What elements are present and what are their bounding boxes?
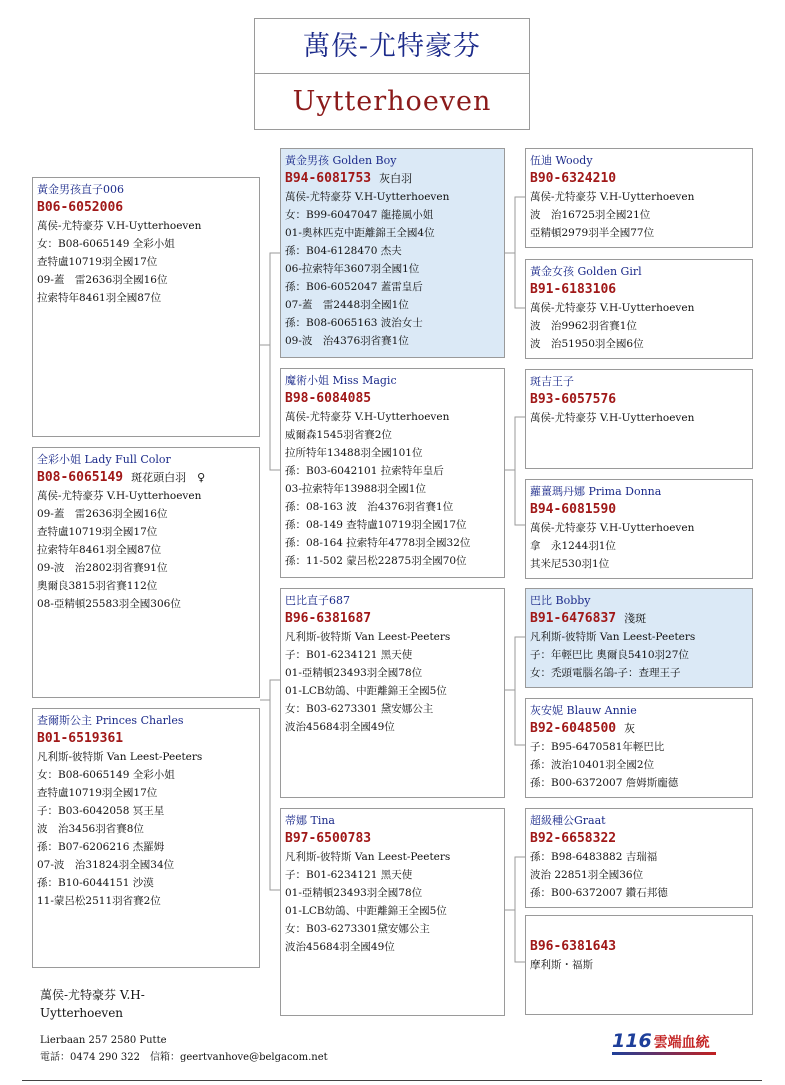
info-line: 女：B03-6273301黛安娜公主: [285, 923, 430, 935]
ring-number: B01-6519361: [37, 731, 124, 746]
info-line: 萬侯-尤特豪芬 V.H-Uytterhoeven: [37, 490, 202, 502]
info-line: 亞精頓2979羽半全國77位: [530, 227, 655, 239]
info-line: 拉索特年8461羽全國87位: [37, 292, 162, 304]
info-line: 女：B03-6273301 黛安娜公主: [285, 703, 434, 715]
info-line: 孫：B04-6128470 杰夫: [285, 245, 402, 257]
info-line: 萬侯-尤特豪芬 V.H-Uytterhoeven: [530, 522, 695, 534]
pedigree-card-g6: [525, 698, 753, 798]
info-line: 09-蓋 雷2636羽全國16位: [37, 274, 168, 286]
info-line: 凡利斯-彼特斯 Van Leest-Peeters: [530, 631, 696, 643]
ring-value: B92-6048500: [530, 721, 617, 736]
info-line: 01-亞精頓23493羽全國78位: [285, 887, 423, 899]
logo-number: 116: [612, 1030, 652, 1052]
pigeon-name: 伍迪 Woody: [530, 154, 593, 167]
info-line: 07-波 治31824羽全國34位: [37, 859, 175, 871]
ring-number: [285, 170, 500, 188]
pigeon-name: 蒂娜 Tina: [285, 814, 335, 827]
info-line: 摩利斯・福斯: [530, 959, 593, 971]
ring-value: B94-6081753: [285, 171, 372, 186]
info-line: 女：B08-6065149 全彩小姐: [37, 238, 175, 250]
pedigree-card-dam-dam-sire: [280, 808, 505, 1016]
address: Lierbaan 257 2580 Putte: [40, 1035, 167, 1046]
title-latin: Uytterhoeven: [292, 86, 492, 117]
info-line: 波 治9962羽省賽1位: [530, 320, 637, 332]
info-line: 孫：B10-6044151 沙漠: [37, 877, 154, 889]
info-line: 07-蓋 雷2448羽全國1位: [285, 299, 409, 311]
info-line: 凡利斯-彼特斯 Van Leest-Peeters: [285, 851, 451, 863]
pigeon-name: 黃金女孩 Golden Girl: [530, 265, 642, 278]
pigeon-name: 魔術小姐 Miss Magic: [285, 374, 397, 387]
info-line: 03-拉索特年13988羽全國1位: [285, 483, 426, 495]
info-line: 孫：08-163 波 治4376羽省賽1位: [285, 501, 454, 513]
info-line: 孫：B03-6042101 拉索特年皇后: [285, 465, 444, 477]
pedigree-card-sire-dam: [280, 368, 505, 578]
info-line: 孫：B08-6065163 波治女士: [285, 317, 423, 329]
info-line: 萬侯-尤特豪芬 V.H-Uytterhoeven: [530, 191, 695, 203]
ring-number: [530, 610, 748, 628]
ring-number: B93-6057576: [530, 392, 617, 407]
info-line: 波 治3456羽省賽8位: [37, 823, 144, 835]
pigeon-name: 查爾斯公主 Princes Charles: [37, 714, 184, 727]
info-line: 09-波 治4376羽省賽1位: [285, 335, 409, 347]
ring-number: B97-6500783: [285, 831, 372, 846]
info-line: 孫：波治10401羽全國2位: [530, 759, 655, 771]
pigeon-name: 蘿薑瑪丹娜 Prima Donna: [530, 485, 662, 498]
ring-number: B96-6381643: [530, 939, 617, 954]
pigeon-name: 全彩小姐 Lady Full Color: [37, 453, 171, 466]
pedigree-card-g5: [525, 588, 753, 688]
info-line: 孫：08-164 拉索特年4778羽全國32位: [285, 537, 471, 549]
pedigree-card-dam-sire: [280, 588, 505, 798]
info-line: 孫：B98-6483882 吉瑞福: [530, 851, 658, 863]
info-line: 波治45684羽全國49位: [285, 941, 395, 953]
pigeon-name: 超級種公Graat: [530, 814, 606, 827]
info-line: 凡利斯-彼特斯 Van Leest-Peeters: [285, 631, 451, 643]
info-line: 09-蓋 雷2636羽全國16位: [37, 508, 168, 520]
info-line: 子：B01-6234121 黑天使: [285, 649, 413, 661]
info-line: 拉索特年8461羽全國87位: [37, 544, 162, 556]
ring-number: B92-6658322: [530, 831, 617, 846]
info-line: 萬侯-尤特豪芬 V.H-Uytterhoeven: [530, 412, 695, 424]
ring-value: B91-6476837: [530, 611, 617, 626]
info-line: 波治 22851羽全國36位: [530, 869, 644, 881]
info-line: 孫：B07-6206216 杰羅姆: [37, 841, 165, 853]
footer-rule: [22, 1080, 762, 1081]
ring-number: B98-6084085: [285, 391, 372, 406]
info-line: 子：年輕巴比 奧爾良5410羽27位: [530, 649, 689, 661]
color-note: 淺斑: [624, 612, 647, 625]
info-line: 06-拉索特年3607羽全國1位: [285, 263, 420, 275]
info-line: 其米尼530羽1位: [530, 558, 610, 570]
info-line: 子：B01-6234121 黑天使: [285, 869, 413, 881]
info-line: 女：B08-6065149 全彩小姐: [37, 769, 175, 781]
info-line: 萬侯-尤特豪芬 V.H-Uytterhoeven: [530, 302, 695, 314]
info-line: 凡利斯-彼特斯 Van Leest-Peeters: [37, 751, 203, 763]
info-line: 波 治51950羽全國6位: [530, 338, 644, 350]
info-line: 波治45684羽全國49位: [285, 721, 395, 733]
color-note: 斑花頭白羽 ♀: [131, 471, 206, 484]
logo-underline: [612, 1052, 716, 1055]
pigeon-name: 灰安妮 Blauw Annie: [530, 704, 637, 717]
info-line: 孫：B00-6372007 詹姆斯龐德: [530, 777, 679, 789]
pigeon-name: 巴比 Bobby: [530, 594, 591, 607]
ring-number: B94-6081590: [530, 502, 617, 517]
info-line: 01-亞精頓23493羽全國78位: [285, 667, 423, 679]
title-chinese: 萬侯-尤特豪芬: [255, 19, 529, 74]
pedigree-card-g4: [525, 479, 753, 579]
info-line: 奧爾良3815羽省賽112位: [37, 580, 158, 592]
info-line: 11-蒙呂松2511羽省賽2位: [37, 895, 161, 907]
owner-name: 萬侯-尤特豪芬 V.H-Uytterhoeven: [40, 988, 145, 1020]
info-line: 孫：B00-6372007 鑽石邦德: [530, 887, 668, 899]
title-box: [254, 18, 530, 130]
pigeon-name: 黃金男孩 Golden Boy: [285, 154, 397, 167]
info-line: 孫：11-502 蒙呂松22875羽全國70位: [285, 555, 467, 567]
color-note: 灰白羽: [379, 172, 413, 185]
info-line: 威爾森1545羽省賽2位: [285, 429, 392, 441]
info-line: 查特盧10719羽全國17位: [37, 526, 158, 538]
color-note: 灰: [624, 722, 636, 735]
ring-number: B96-6381687: [285, 611, 372, 626]
pigeon-name: 黃金男孩直子006: [37, 183, 124, 196]
info-line: 子：B95-6470581年輕巴比: [530, 741, 665, 753]
info-line: 01-LCB幼鴿、中距離錦王全國5位: [285, 905, 447, 917]
info-line: 子：B03-6042058 冥王星: [37, 805, 165, 817]
pedigree-card-g2: [525, 259, 753, 359]
pigeon-name: 斑吉王子: [530, 375, 574, 388]
logo-text: 雲端血統: [653, 1035, 710, 1051]
info-line: 萬侯-尤特豪芬 V.H-Uytterhoeven: [285, 191, 450, 203]
ring-number: [530, 720, 748, 738]
brand-logo: [612, 1030, 722, 1056]
ring-number: B91-6183106: [530, 282, 617, 297]
info-line: 波 治16725羽全國21位: [530, 209, 651, 221]
info-line: 查特盧10719羽全國17位: [37, 787, 158, 799]
pedigree-card-sire: [280, 148, 505, 358]
info-line: 萬侯-尤特豪芬 V.H-Uytterhoeven: [285, 411, 450, 423]
contact-block: [40, 1032, 328, 1066]
contact-info: 電話：0474 290 322 信箱：geertvanhove@belgacom.net: [40, 1052, 328, 1063]
info-line: 08-亞精頓25583羽全國306位: [37, 598, 181, 610]
info-line: 孫：08-149 查特盧10719羽全國17位: [285, 519, 467, 531]
pedigree-card-g7: [525, 808, 753, 908]
info-line: 拿 永1244羽1位: [530, 540, 616, 552]
info-line: 01-LCB幼鴿、中距離錦王全國5位: [285, 685, 447, 697]
info-line: 01-奧林匹克中距離錦王全國4位: [285, 227, 435, 239]
ring-value: B08-6065149: [37, 470, 124, 485]
info-line: 女：禿頭電腦名鴿-子：查理王子: [530, 667, 681, 679]
pedigree-card-g3: [525, 369, 753, 469]
pedigree-card-g8: [525, 915, 753, 1015]
info-line: 拉所特年13488羽全國101位: [285, 447, 423, 459]
ring-number: B90-6324210: [530, 171, 617, 186]
pedigree-card-dam-dam: [32, 708, 260, 968]
pedigree-card-dam: [32, 447, 260, 698]
pedigree-card-subject: [32, 177, 260, 437]
info-line: 萬侯-尤特豪芬 V.H-Uytterhoeven: [37, 220, 202, 232]
info-line: 查特盧10719羽全國17位: [37, 256, 158, 268]
ring-number: [37, 469, 255, 487]
info-line: 孫：B06-6052047 蓋雷皇后: [285, 281, 423, 293]
info-line: 女：B99-6047047 龍捲風小姐: [285, 209, 434, 221]
pigeon-name: 巴比直子687: [285, 594, 350, 607]
pedigree-card-g1: [525, 148, 753, 248]
info-line: 09-波 治2802羽省賽91位: [37, 562, 168, 574]
ring-number: B06-6052006: [37, 200, 124, 215]
